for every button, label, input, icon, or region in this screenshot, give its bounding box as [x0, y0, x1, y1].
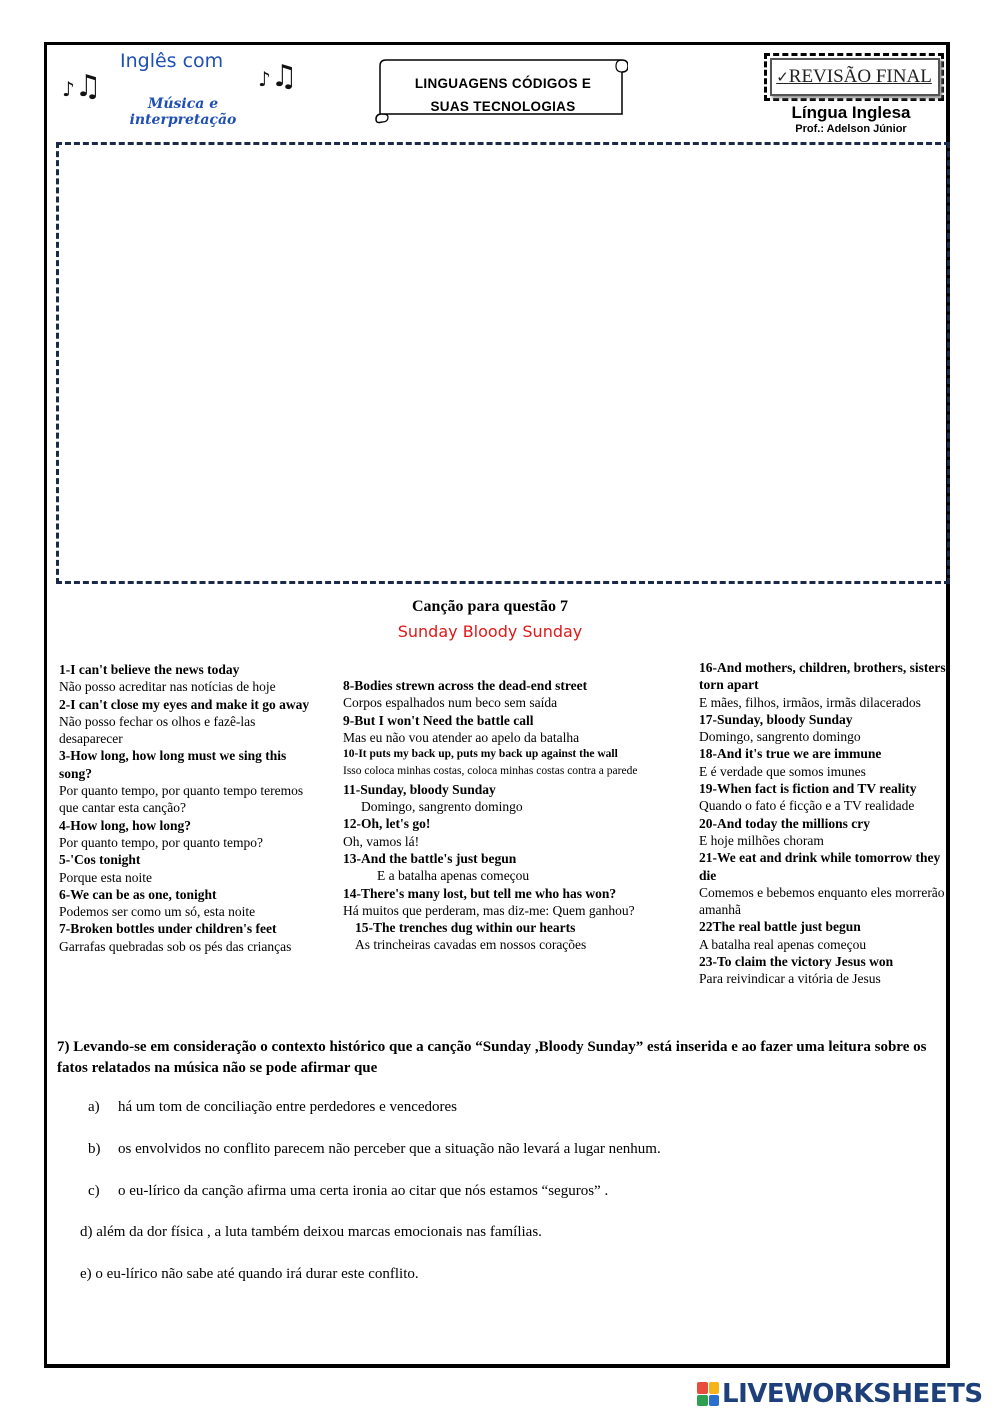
lyric-translation: Oh, vamos lá! — [343, 833, 420, 849]
teacher-name: Prof.: Adelson Júnior — [795, 123, 907, 135]
subject-title: Língua Inglesa — [791, 103, 911, 122]
lyric-translation: Domingo, sangrento domingo — [699, 729, 861, 745]
lyric-line: 22The real battle just begun — [699, 919, 861, 935]
lyric-translation: E mães, filhos, irmãos, irmãs dilacerados — [699, 694, 921, 710]
lyric-translation: As trincheiras cavadas em nossos corações — [355, 937, 587, 953]
liveworksheets-logo-icon — [697, 1382, 719, 1406]
lyric-translation: Não posso acreditar nas notícias de hoje — [59, 679, 276, 695]
liveworksheets-logo[interactable] — [697, 1378, 983, 1410]
review-label: ✓REVISÃO FINAL — [776, 66, 932, 87]
lyric-line: 6-We can be as one, tonight — [59, 886, 217, 902]
song-title: Sunday Bloody Sunday — [397, 622, 583, 641]
lyric-translation: Porque esta noite — [59, 869, 152, 885]
lyric-line: 12-Oh, let's go! — [343, 816, 431, 832]
brand-title: Inglês com — [120, 50, 224, 72]
lyric-translation: Corpos espalhados num beco sem saída — [343, 695, 558, 711]
lyric-line: 13-And the battle's just begun — [343, 850, 517, 866]
question-text: 7) Levando-se em consideração o contexto histórico que a canção “Sunday ,Bloody Sunday” está inserida e ao fazer uma leitura sobre os fatos relatados na música não se pode afirmar que — [57, 1039, 927, 1076]
lyric-line: 18-And it's true we are immune — [699, 746, 882, 762]
lyric-translation: Para reivindicar a vitória de Jesus — [699, 971, 881, 987]
option-b[interactable]: b) os envolvidos no conflito parecem não perceber que a situação não levará a lugar nenhum. — [88, 1141, 661, 1157]
lyric-line: 20-And today the millions cry — [699, 815, 871, 831]
lyric-translation: Há muitos que perderam, mas diz-me: Quem ganhou? — [343, 902, 635, 918]
lyrics-column-2 — [343, 677, 693, 954]
song-heading: Canção para questão 7 — [411, 598, 568, 615]
lyric-line: 4-How long, how long? — [59, 817, 192, 833]
lyric-translation: Por quanto tempo, por quanto tempo teremos que cantar esta canção? — [59, 783, 304, 816]
lyric-translation: E é verdade que somos imunes — [699, 763, 866, 779]
lyric-translation: Domingo, sangrento domingo — [361, 799, 523, 815]
lyric-line: 2-I can't close my eyes and make it go away — [59, 696, 310, 712]
lyric-line: 5-'Cos tonight — [59, 852, 141, 868]
lyric-line: 21-We eat and drink while tomorrow they die — [699, 850, 941, 883]
lyric-translation: Comemos e bebemos enquanto eles morrerão amanhã — [699, 884, 945, 918]
lyric-line: 8-Bodies strewn across the dead-end street — [343, 678, 588, 693]
lyric-line: 1-I can't believe the news today — [59, 662, 240, 677]
lyric-translation: Garrafas quebradas sob os pés das crianças — [59, 938, 292, 954]
check-icon: ✓ — [776, 70, 789, 86]
lyric-line: 15-The trenches dug within our hearts — [355, 920, 576, 936]
lyric-translation: Não posso fechar os olhos e fazê-las desaparecer — [59, 713, 256, 747]
brand-subtitle: Música e interpretação — [129, 96, 237, 128]
lyric-translation: E a batalha apenas começou — [377, 868, 530, 884]
lyrics-column-3 — [699, 659, 951, 988]
lyric-translation: Podemos ser como um só, esta noite — [59, 904, 256, 920]
lyric-translation: Por quanto tempo, por quanto tempo? — [59, 834, 263, 850]
lyric-line: 3-How long, how long must we sing this song? — [59, 748, 287, 781]
lyric-translation: Isso coloca minhas costas, coloca minhas costas contra a parede — [343, 765, 638, 778]
option-c[interactable]: c) o eu-lírico da canção afirma uma certa ironia ao citar que nós estamos “seguros” . — [88, 1183, 609, 1199]
lyrics-column-1 — [59, 661, 321, 955]
lyric-line: 10-It puts my back up, puts my back up against the wall — [343, 748, 618, 761]
lyric-translation: A batalha real apenas começou — [699, 936, 867, 952]
lyric-line: 16-And mothers, children, brothers, sisters torn apart — [699, 660, 946, 693]
liveworksheets-logo-text: LIVEWORKSHEETS — [722, 1379, 983, 1409]
option-a[interactable]: a) há um tom de conciliação entre perdedores e vencedores — [88, 1099, 458, 1115]
lyric-line: 14-There's many lost, but tell me who has won? — [343, 885, 617, 901]
option-e[interactable]: e) o eu-lírico não sabe até quando irá durar este conflito. — [80, 1266, 419, 1282]
music-notes-icon: ♪♫ — [258, 59, 298, 94]
lyric-line: 11-Sunday, bloody Sunday — [343, 781, 496, 797]
lyric-translation: Mas eu não vou atender ao apelo da batalha — [343, 729, 580, 745]
music-notes-icon: ♪♫ — [62, 69, 102, 104]
option-d[interactable]: d) além da dor física , a luta também deixou marcas emocionais nas famílias. — [80, 1224, 542, 1240]
lyric-line: 19-When fact is fiction and TV reality — [699, 781, 917, 797]
lyric-line: 17-Sunday, bloody Sunday — [699, 711, 853, 727]
area-title: LINGUAGENS CÓDIGOS E SUAS TECNOLOGIAS — [414, 76, 592, 114]
lyric-line: 7-Broken bottles under children's feet — [59, 921, 277, 937]
lyric-translation: E hoje milhões choram — [699, 832, 824, 848]
lyric-translation: Quando o fato é ficção e a TV realidade — [699, 798, 915, 814]
lyric-line: 9-But I won't Need the battle call — [343, 712, 534, 728]
image-placeholder-area — [56, 142, 950, 584]
lyric-line: 23-To claim the victory Jesus won — [699, 954, 894, 970]
